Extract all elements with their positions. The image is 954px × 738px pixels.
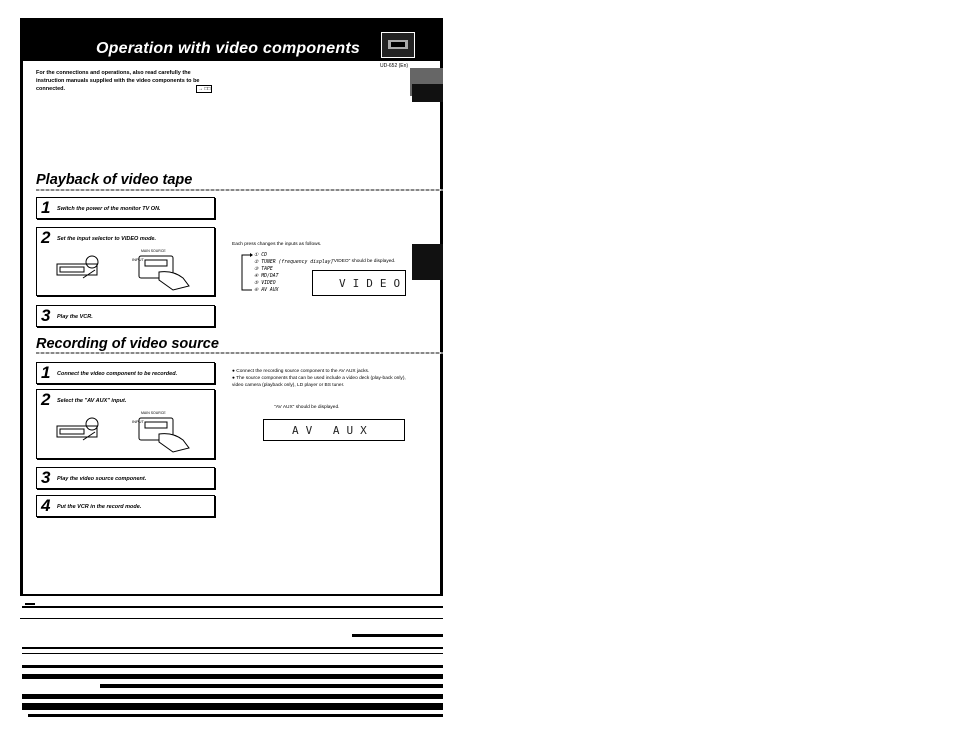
scan-line xyxy=(22,606,443,608)
step-number: 2 xyxy=(41,228,51,247)
scan-line xyxy=(22,665,443,668)
step-text: Switch the power of the monitor TV ON. xyxy=(57,206,161,212)
bullet-item: ● Connect the recording source component to the AV AUX jacks. xyxy=(232,369,370,374)
step-number: 3 xyxy=(41,306,51,325)
input-item: ① CD xyxy=(254,253,267,258)
step-number: 3 xyxy=(41,468,51,487)
section-rule xyxy=(36,189,443,191)
recording-step-2 xyxy=(36,389,215,459)
avaux-display-caption: "AV AUX" should be displayed. xyxy=(274,405,340,410)
input-label: INPUT xyxy=(132,419,144,424)
scan-line xyxy=(22,647,443,649)
input-item: ④ MD/DAT xyxy=(254,274,279,279)
step-text: Play the VCR. xyxy=(57,314,93,320)
scan-line xyxy=(22,703,443,710)
bullet-item: ● The source components that can be used include a video deck (play-back only), video camera (playback only), LD player or BS tuner. xyxy=(232,376,406,388)
step-number: 2 xyxy=(41,390,51,409)
step-number: 1 xyxy=(41,198,51,217)
display-text: AV AUX xyxy=(292,424,374,437)
side-tab-dark xyxy=(412,84,443,102)
scan-line xyxy=(20,618,443,623)
source-label: MAIN SOURCE xyxy=(141,249,166,253)
model-code: UD-652 (En) xyxy=(380,63,409,69)
intro-text: For the connections and operations, also read carefully the instruction manuals supplied with the video components to be connected. xyxy=(36,70,200,92)
input-item: ⑤ VIDEO xyxy=(254,281,276,286)
input-selector-illustration xyxy=(55,250,205,292)
source-label: MAIN SOURCE xyxy=(141,411,166,415)
input-item: ⑥ AV AUX xyxy=(254,288,279,293)
step-number: 1 xyxy=(41,363,51,382)
avaux-display xyxy=(263,419,405,441)
bullet-text: Connect the recording source component to the AV AUX jacks. xyxy=(236,369,370,374)
inputs-note: Each press changes the inputs as follows. xyxy=(232,242,322,247)
step-text: Put the VCR in the record mode. xyxy=(57,504,142,510)
step-text: Select the "AV AUX" input. xyxy=(57,398,127,404)
step-number: 4 xyxy=(41,496,51,515)
scan-line xyxy=(22,694,443,699)
input-item: ③ TAPE xyxy=(254,267,273,272)
step-text: Play the video source component. xyxy=(57,476,147,482)
step-text: Set the input selector to VIDEO mode. xyxy=(57,236,157,242)
scan-line xyxy=(22,653,443,654)
scan-mark xyxy=(25,603,35,605)
bullet-text: The source components that can be used include a video deck (play-back only), video camera (playback only), LD player or BS tuner. xyxy=(232,376,406,388)
input-label: INPUT xyxy=(132,257,144,262)
playback-step-2 xyxy=(36,227,215,296)
scan-line xyxy=(22,674,443,679)
step-text: Connect the video component to be recorded. xyxy=(57,371,178,377)
display-text: VIDEO xyxy=(339,277,408,290)
video-display xyxy=(312,270,406,296)
recording-step-4 xyxy=(36,495,215,517)
input-selector-illustration xyxy=(55,412,205,454)
intro-ref: → □□ xyxy=(198,86,211,92)
playback-step-1 xyxy=(36,197,215,219)
page-title: Operation with video components xyxy=(96,40,360,57)
chapter-tab xyxy=(412,244,443,280)
receiver-icon xyxy=(381,32,415,58)
section-rule xyxy=(36,352,443,354)
scan-line xyxy=(28,714,443,717)
scan-mark xyxy=(352,634,443,637)
cycle-arrow xyxy=(240,252,254,294)
input-item: ② TUNER (frequency display) xyxy=(254,260,334,265)
playback-step-3 xyxy=(36,305,215,327)
recording-step-1 xyxy=(36,362,215,384)
video-display-caption: "VIDEO" should be displayed. xyxy=(332,259,396,264)
scan-line xyxy=(100,684,443,688)
playback-title: Playback of video tape xyxy=(36,172,193,188)
recording-bullets xyxy=(232,368,412,389)
recording-step-3 xyxy=(36,467,215,489)
recording-title: Recording of video source xyxy=(36,336,219,352)
